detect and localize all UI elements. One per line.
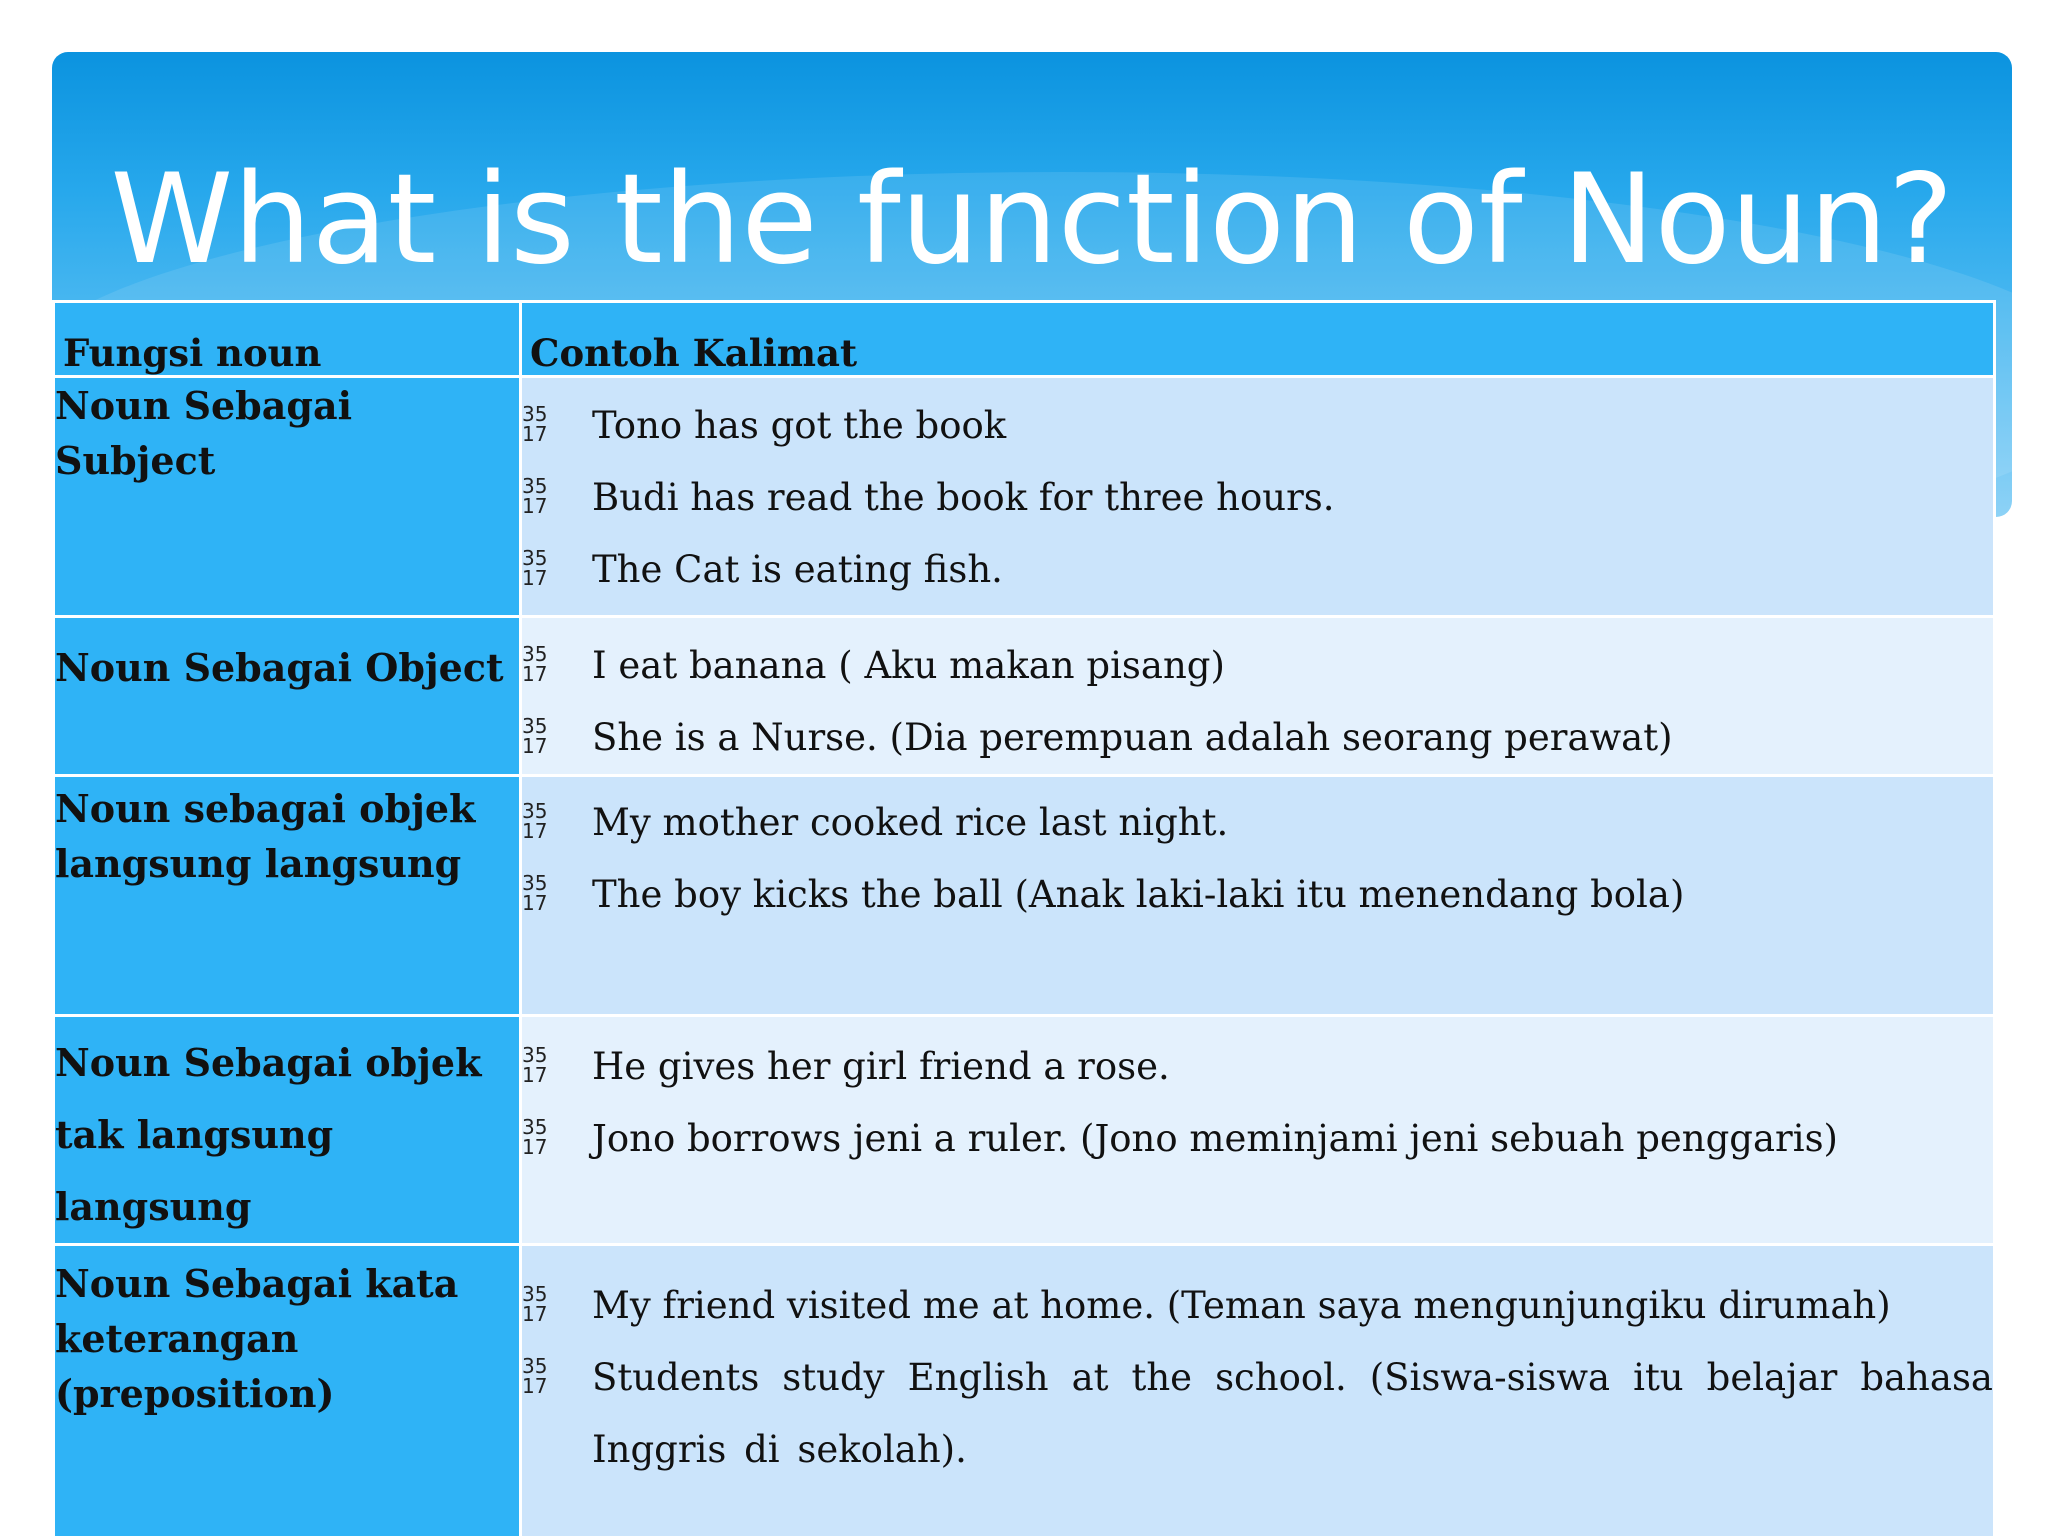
header-fungsi-noun: Fungsi noun [54,302,521,377]
example-text: Jono borrows jeni a ruler. (Jono meminjami jeni sebuah penggaris) [592,1117,1838,1160]
header-contoh-kalimat: Contoh Kalimat [521,302,1995,377]
noun-function-table [52,300,1996,1536]
table-row [54,1245,1995,1536]
example-text: My mother cooked rice last night. [592,801,1229,844]
example-text: My friend visited me at home. (Teman saya mengunjungiku dirumah) [592,1284,1891,1327]
bullet-icon: 35 17 [522,546,548,590]
table-row [54,377,1995,617]
example-item [522,630,1993,702]
examples-cell [521,1245,1995,1536]
example-text: I eat banana ( Aku makan pisang) [592,644,1225,687]
bullet-icon: 35 17 [522,1354,548,1398]
bullet-icon: 35 17 [522,799,548,843]
example-item [522,1103,1993,1175]
example-item [522,859,1993,931]
row-label: Noun Sebagai Object [54,617,521,776]
example-text: The Cat is eating fish. [592,548,1003,591]
row-label: Noun sebagai objek langsung langsung [54,776,521,1016]
row-label: Noun Sebagai Subject [54,377,521,617]
bullet-icon: 35 17 [522,714,548,758]
examples-cell [521,377,1995,617]
example-item [522,1270,1993,1342]
example-text: She is a Nurse. (Dia perempuan adalah seorang perawat) [592,716,1673,759]
examples-cell [521,1016,1995,1245]
bullet-icon: 35 17 [522,642,548,686]
slide-title: What is the function of Noun? [110,148,1954,292]
example-item [522,702,1993,774]
example-item [522,1031,1993,1103]
example-text: Students study English at the school. (Siswa-siswa itu belajar bahasa Inggris di sekolah). [592,1356,1993,1471]
example-text: He gives her girl friend a rose. [592,1045,1170,1088]
bullet-icon: 35 17 [522,474,548,518]
table-row [54,776,1995,1016]
table-header-row [54,302,1995,377]
example-text: The boy kicks the ball (Anak laki-laki itu menendang bola) [592,873,1685,916]
example-item [522,462,1993,534]
bullet-icon: 35 17 [522,1043,548,1087]
example-item [522,1342,1993,1486]
examples-cell [521,617,1995,776]
example-item [522,390,1993,462]
example-item [522,787,1993,859]
table-row [54,617,1995,776]
table-row [54,1016,1995,1245]
examples-cell [521,776,1995,1016]
bullet-icon: 35 17 [522,1282,548,1326]
row-label: Noun Sebagai kata keterangan (preposition) [54,1245,521,1536]
bullet-icon: 35 17 [522,402,548,446]
example-item [522,534,1993,606]
row-label: Noun Sebagai objek tak langsung langsung [54,1016,521,1245]
bullet-icon: 35 17 [522,1115,548,1159]
example-text: Tono has got the book [592,404,1007,447]
bullet-icon: 35 17 [522,871,548,915]
example-text: Budi has read the book for three hours. [592,476,1335,519]
